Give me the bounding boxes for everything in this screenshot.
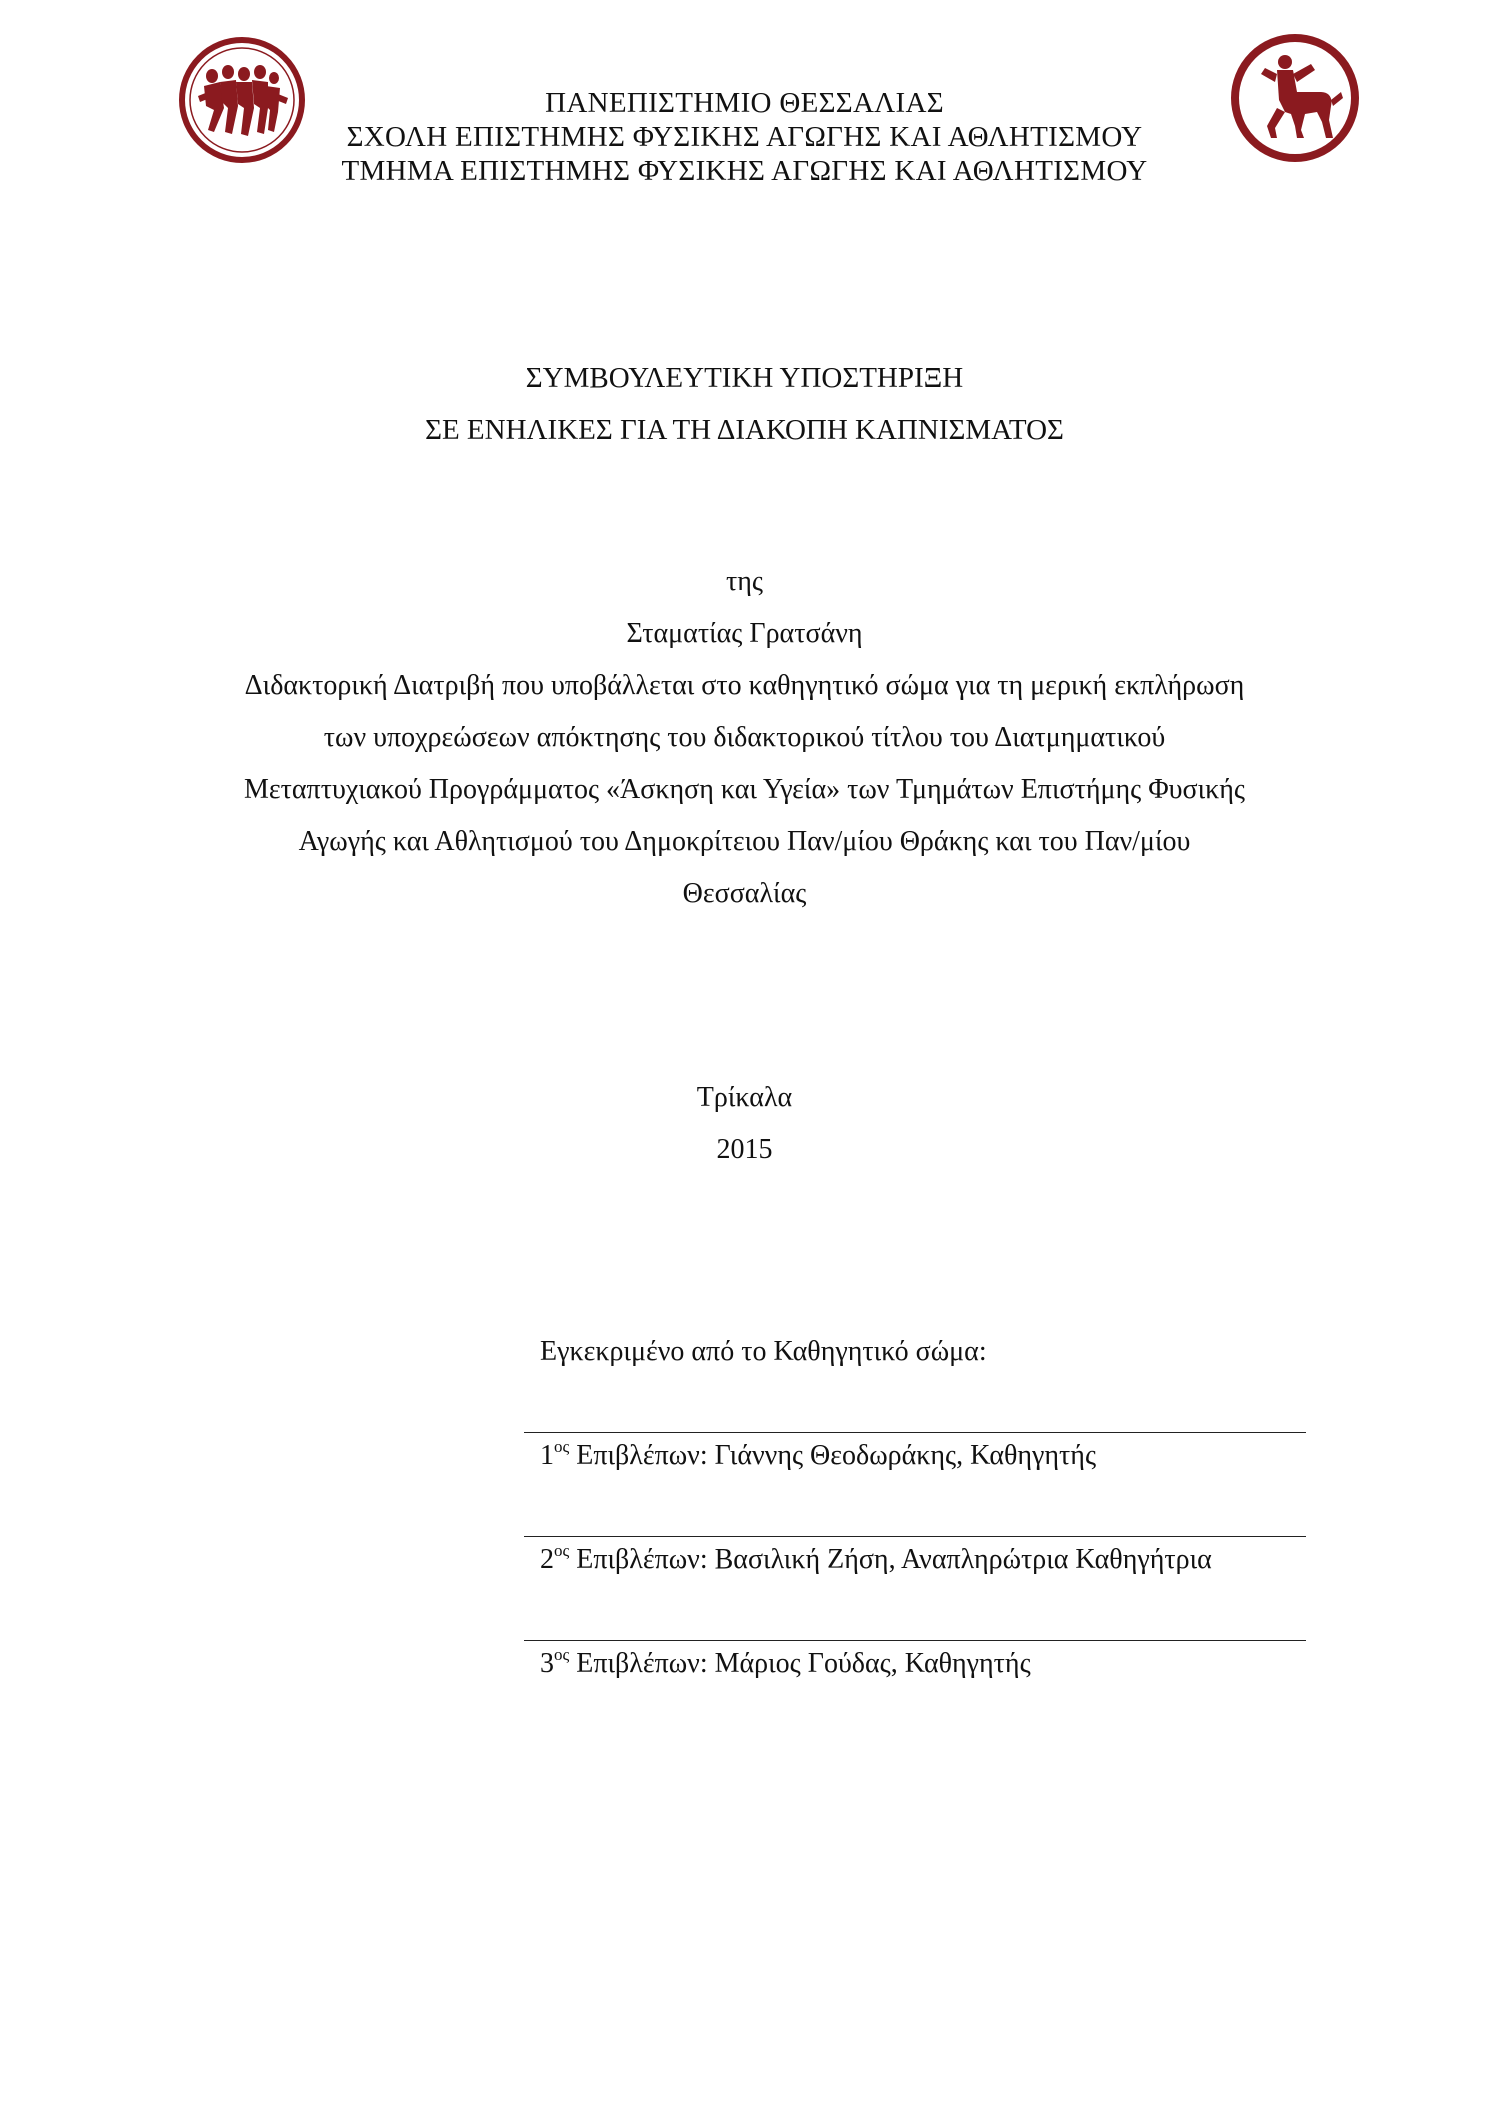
supervisor-entry [540, 1438, 1096, 1474]
description-line: Μεταπτυχιακού Προγράμματος «Άσκηση και Υγεία» των Τμημάτων Επιστήμης Φυσικής [243, 774, 1245, 805]
signature-line [524, 1536, 1306, 1537]
year: 2015 [716, 1134, 773, 1165]
supervisor-number: 2 [540, 1544, 554, 1575]
committee-heading: Εγκεκριμένο από το Καθηγητικό σώμα: [540, 1336, 987, 1367]
supervisor-entry [540, 1646, 1031, 1682]
supervisor-entry [540, 1542, 1212, 1578]
place-and-date [0, 1072, 1489, 1176]
city: Τρίκαλα [696, 1082, 793, 1113]
supervisor-ordinal: ος [554, 1436, 570, 1456]
byline [0, 556, 1489, 920]
supervisor-ordinal: ος [554, 1540, 570, 1560]
description-line: Διδακτορική Διατριβή που υποβάλλεται στο καθηγητικό σώμα για τη μερική εκπλήρωση [244, 670, 1245, 701]
supervisor-text: Επιβλέπων: Μάριος Γούδας, Καθηγητής [576, 1648, 1031, 1679]
institution-header [0, 86, 1489, 188]
supervisor-number: 1 [540, 1440, 554, 1471]
supervisor-text: Επιβλέπων: Γιάννης Θεοδωράκης, Καθηγητής [576, 1440, 1097, 1471]
title-line-2: ΣΕ ΕΝΗΛΙΚΕΣ ΓΙΑ ΤΗ ΔΙΑΚΟΠΗ ΚΑΠΝΙΣΜΑΤΟΣ [425, 414, 1064, 446]
university-name: ΠΑΝΕΠΙΣΤΗΜΙΟ ΘΕΣΣΑΛΙΑΣ [545, 87, 944, 119]
supervisor-ordinal: ος [554, 1644, 570, 1664]
supervisor-number: 3 [540, 1648, 554, 1679]
description-line: των υποχρεώσεων απόκτησης του διδακτορικού τίτλου του Διατμηματικού [323, 722, 1166, 753]
supervisor-text: Επιβλέπων: Βασιλική Ζήση, Αναπληρώτρια Καθηγήτρια [576, 1544, 1212, 1575]
thesis-title [0, 352, 1489, 456]
title-line-1: ΣΥΜΒΟΥΛΕΥΤΙΚΗ ΥΠΟΣΤΗΡΙΞΗ [525, 362, 964, 394]
signature-line [524, 1640, 1306, 1641]
description-line: Θεσσαλίας [682, 878, 807, 909]
department-name: ΤΜΗΜΑ ΕΠΙΣΤΗΜΗΣ ΦΥΣΙΚΗΣ ΑΓΩΓΗΣ ΚΑΙ ΑΘΛΗΤΙΣΜΟΥ [341, 155, 1148, 187]
signature-line [524, 1432, 1306, 1433]
author-name: Σταματίας Γρατσάνη [626, 618, 863, 649]
description-line: Αγωγής και Αθλητισμού του Δημοκρίτειου Παν/μίου Θράκης και του Παν/μίου [298, 826, 1191, 857]
byline-of: της [726, 566, 763, 597]
school-name: ΣΧΟΛΗ ΕΠΙΣΤΗΜΗΣ ΦΥΣΙΚΗΣ ΑΓΩΓΗΣ ΚΑΙ ΑΘΛΗΤΙΣΜΟΥ [346, 121, 1143, 153]
